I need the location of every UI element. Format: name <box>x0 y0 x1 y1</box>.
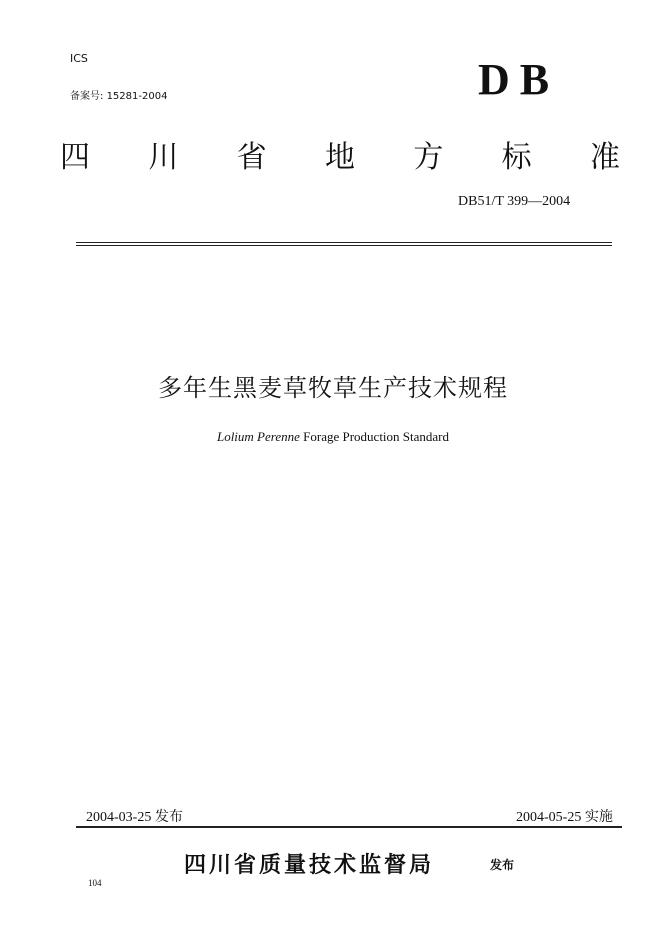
standard-number: DB51/T 399—2004 <box>458 194 571 209</box>
standard-type-char: 准 <box>589 140 620 175</box>
publish-date: 2004-03-25 发布 <box>86 810 183 825</box>
ics-label: ICS <box>70 52 88 65</box>
header-divider-thin <box>76 245 612 246</box>
standard-type-char: 地 <box>324 140 355 175</box>
document-title: 多年生黑麦草牧草生产技术规程 <box>158 374 508 402</box>
standard-type-char: 方 <box>413 140 444 175</box>
standard-type-char: 川 <box>148 140 179 175</box>
document-title-english <box>0 429 666 445</box>
issue-word: 发布 <box>490 858 515 872</box>
page-number: 104 <box>88 878 102 888</box>
record-value: 15281-2004 <box>106 91 168 102</box>
standard-type-char: 标 <box>501 140 532 175</box>
standard-type-char: 省 <box>236 140 267 175</box>
english-title-rest: Forage Production Standard <box>299 429 450 444</box>
record-number <box>70 87 167 102</box>
footer-divider <box>76 826 622 828</box>
db-mark: DB <box>478 55 560 104</box>
standard-type-char: 四 <box>60 140 90 175</box>
header-divider <box>76 242 612 243</box>
effective-date: 2004-05-25 实施 <box>516 810 613 825</box>
record-label: 备案号: <box>70 91 104 102</box>
latin-name: Lolium Perenne <box>216 429 300 444</box>
standard-type-heading <box>60 132 620 176</box>
issuing-authority: 四川省质量技术监督局 <box>184 853 435 878</box>
